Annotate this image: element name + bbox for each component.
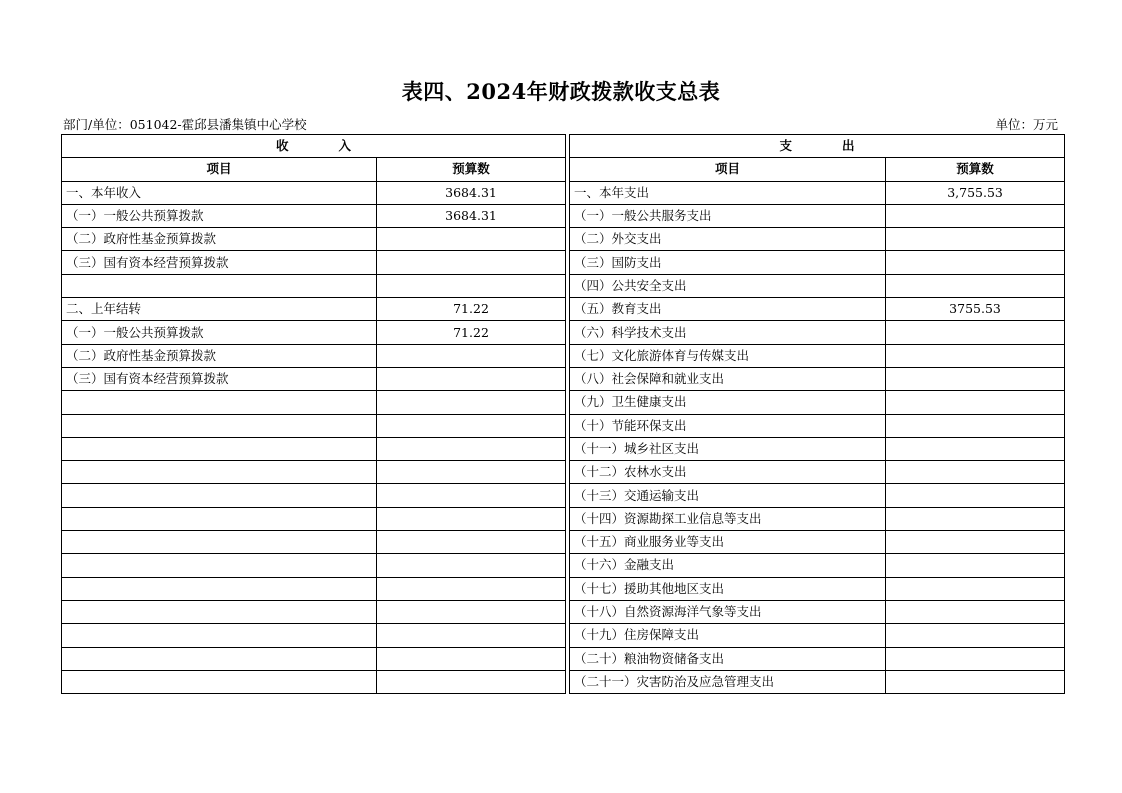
table-row [62,274,1065,297]
expense-value-cell [886,624,1065,647]
income-value-cell: 3684.31 [377,204,566,227]
expense-value-cell: 3755.53 [886,298,1065,321]
expense-item-cell: （一）一般公共服务支出 [570,204,886,227]
table-row [62,181,1065,204]
income-value-cell [377,624,566,647]
expense-value-cell [886,461,1065,484]
income-value-cell [377,600,566,623]
income-value-cell: 71.22 [377,321,566,344]
expense-value-cell [886,367,1065,390]
income-item-cell: （一）一般公共预算拨款 [62,204,377,227]
income-value-cell [377,251,566,274]
income-value-cell [377,577,566,600]
table-row [62,507,1065,530]
income-value-cell [377,531,566,554]
expense-section-header: 支 出 [570,135,1065,158]
income-value-cell: 3684.31 [377,181,566,204]
department-label: 部门/单位：051042-霍邱县潘集镇中心学校 [63,117,307,132]
income-item-cell: （三）国有资本经营预算拨款 [62,367,377,390]
expense-item-cell: 一、本年支出 [570,181,886,204]
expense-value-cell [886,577,1065,600]
table-row [62,554,1065,577]
income-value-cell [377,344,566,367]
income-item-cell [62,274,377,297]
income-value-cell [377,367,566,390]
expense-item-cell: （十）节能环保支出 [570,414,886,437]
income-item-cell [62,461,377,484]
income-item-cell: 一、本年收入 [62,181,377,204]
expense-value-cell [886,507,1065,530]
expense-item-cell: （六）科学技术支出 [570,321,886,344]
expense-value-cell [886,600,1065,623]
expense-item-cell: （十六）金融支出 [570,554,886,577]
income-section-header: 收 入 [62,135,566,158]
income-item-cell [62,507,377,530]
expense-item-cell: （十九）住房保障支出 [570,624,886,647]
expense-value-cell [886,670,1065,693]
expense-value-cell [886,344,1065,367]
expense-value-cell [886,251,1065,274]
income-item-cell [62,647,377,670]
table-row [62,600,1065,623]
expense-value-cell [886,228,1065,251]
column-header-row [62,158,1065,181]
expense-item-cell: （二十一）灾害防治及应急管理支出 [570,670,886,693]
income-value-cell [377,461,566,484]
expense-item-cell: （九）卫生健康支出 [570,391,886,414]
income-item-cell: （二）政府性基金预算拨款 [62,344,377,367]
table-row [62,624,1065,647]
income-item-cell [62,414,377,437]
income-item-cell [62,391,377,414]
budget-table-body [62,135,1065,694]
income-value-cell: 71.22 [377,298,566,321]
table-row [62,437,1065,460]
expense-item-cell: （四）公共安全支出 [570,274,886,297]
expense-item-cell: （十七）援助其他地区支出 [570,577,886,600]
table-row [62,461,1065,484]
income-value-cell [377,274,566,297]
table-row [62,204,1065,227]
income-value-cell [377,484,566,507]
table-row [62,391,1065,414]
table-row [62,344,1065,367]
table-row [62,251,1065,274]
table-row [62,484,1065,507]
expense-item-cell: （十三）交通运输支出 [570,484,886,507]
expense-value-cell [886,321,1065,344]
income-value-cell [377,647,566,670]
expense-item-header: 项目 [570,158,886,181]
expense-item-cell: （十一）城乡社区支出 [570,437,886,460]
income-value-cell [377,437,566,460]
income-value-cell [377,554,566,577]
table-row [62,367,1065,390]
income-item-cell [62,554,377,577]
income-item-cell [62,531,377,554]
income-value-cell [377,228,566,251]
income-item-cell [62,484,377,507]
income-item-cell [62,577,377,600]
expense-item-cell: （十五）商业服务业等支出 [570,531,886,554]
expense-budget-header: 预算数 [886,158,1065,181]
expense-value-cell [886,647,1065,670]
expense-item-cell: （十八）自然资源海洋气象等支出 [570,600,886,623]
unit-label: 单位：万元 [995,117,1058,132]
expense-value-cell [886,554,1065,577]
expense-item-cell: （十二）农林水支出 [570,461,886,484]
expense-value-cell [886,531,1065,554]
table-row [62,321,1065,344]
income-budget-header: 预算数 [377,158,566,181]
expense-value-cell [886,391,1065,414]
table-row [62,577,1065,600]
table-row [62,414,1065,437]
income-value-cell [377,507,566,530]
income-item-cell: （一）一般公共预算拨款 [62,321,377,344]
expense-item-cell: （十四）资源勘探工业信息等支出 [570,507,886,530]
expense-value-cell [886,274,1065,297]
income-item-cell [62,600,377,623]
table-row [62,647,1065,670]
income-item-cell: （三）国有资本经营预算拨款 [62,251,377,274]
income-value-cell [377,670,566,693]
income-value-cell [377,414,566,437]
table-row [62,531,1065,554]
section-header-row [62,135,1065,158]
income-item-cell: （二）政府性基金预算拨款 [62,228,377,251]
table-row [62,298,1065,321]
budget-table [61,134,1065,694]
income-item-cell [62,437,377,460]
expense-item-cell: （三）国防支出 [570,251,886,274]
income-item-cell [62,624,377,647]
table-row [62,228,1065,251]
page-title: 表四、2024年财政拨款收支总表 [401,79,721,104]
income-item-header: 项目 [62,158,377,181]
income-item-cell: 二、上年结转 [62,298,377,321]
expense-item-cell: （二）外交支出 [570,228,886,251]
expense-value-cell [886,437,1065,460]
table-row [62,670,1065,693]
expense-item-cell: （八）社会保障和就业支出 [570,367,886,390]
expense-item-cell: （七）文化旅游体育与传媒支出 [570,344,886,367]
expense-value-cell [886,204,1065,227]
expense-item-cell: （二十）粮油物资储备支出 [570,647,886,670]
expense-value-cell [886,484,1065,507]
income-value-cell [377,391,566,414]
expense-item-cell: （五）教育支出 [570,298,886,321]
income-item-cell [62,670,377,693]
expense-value-cell [886,414,1065,437]
expense-value-cell: 3,755.53 [886,181,1065,204]
